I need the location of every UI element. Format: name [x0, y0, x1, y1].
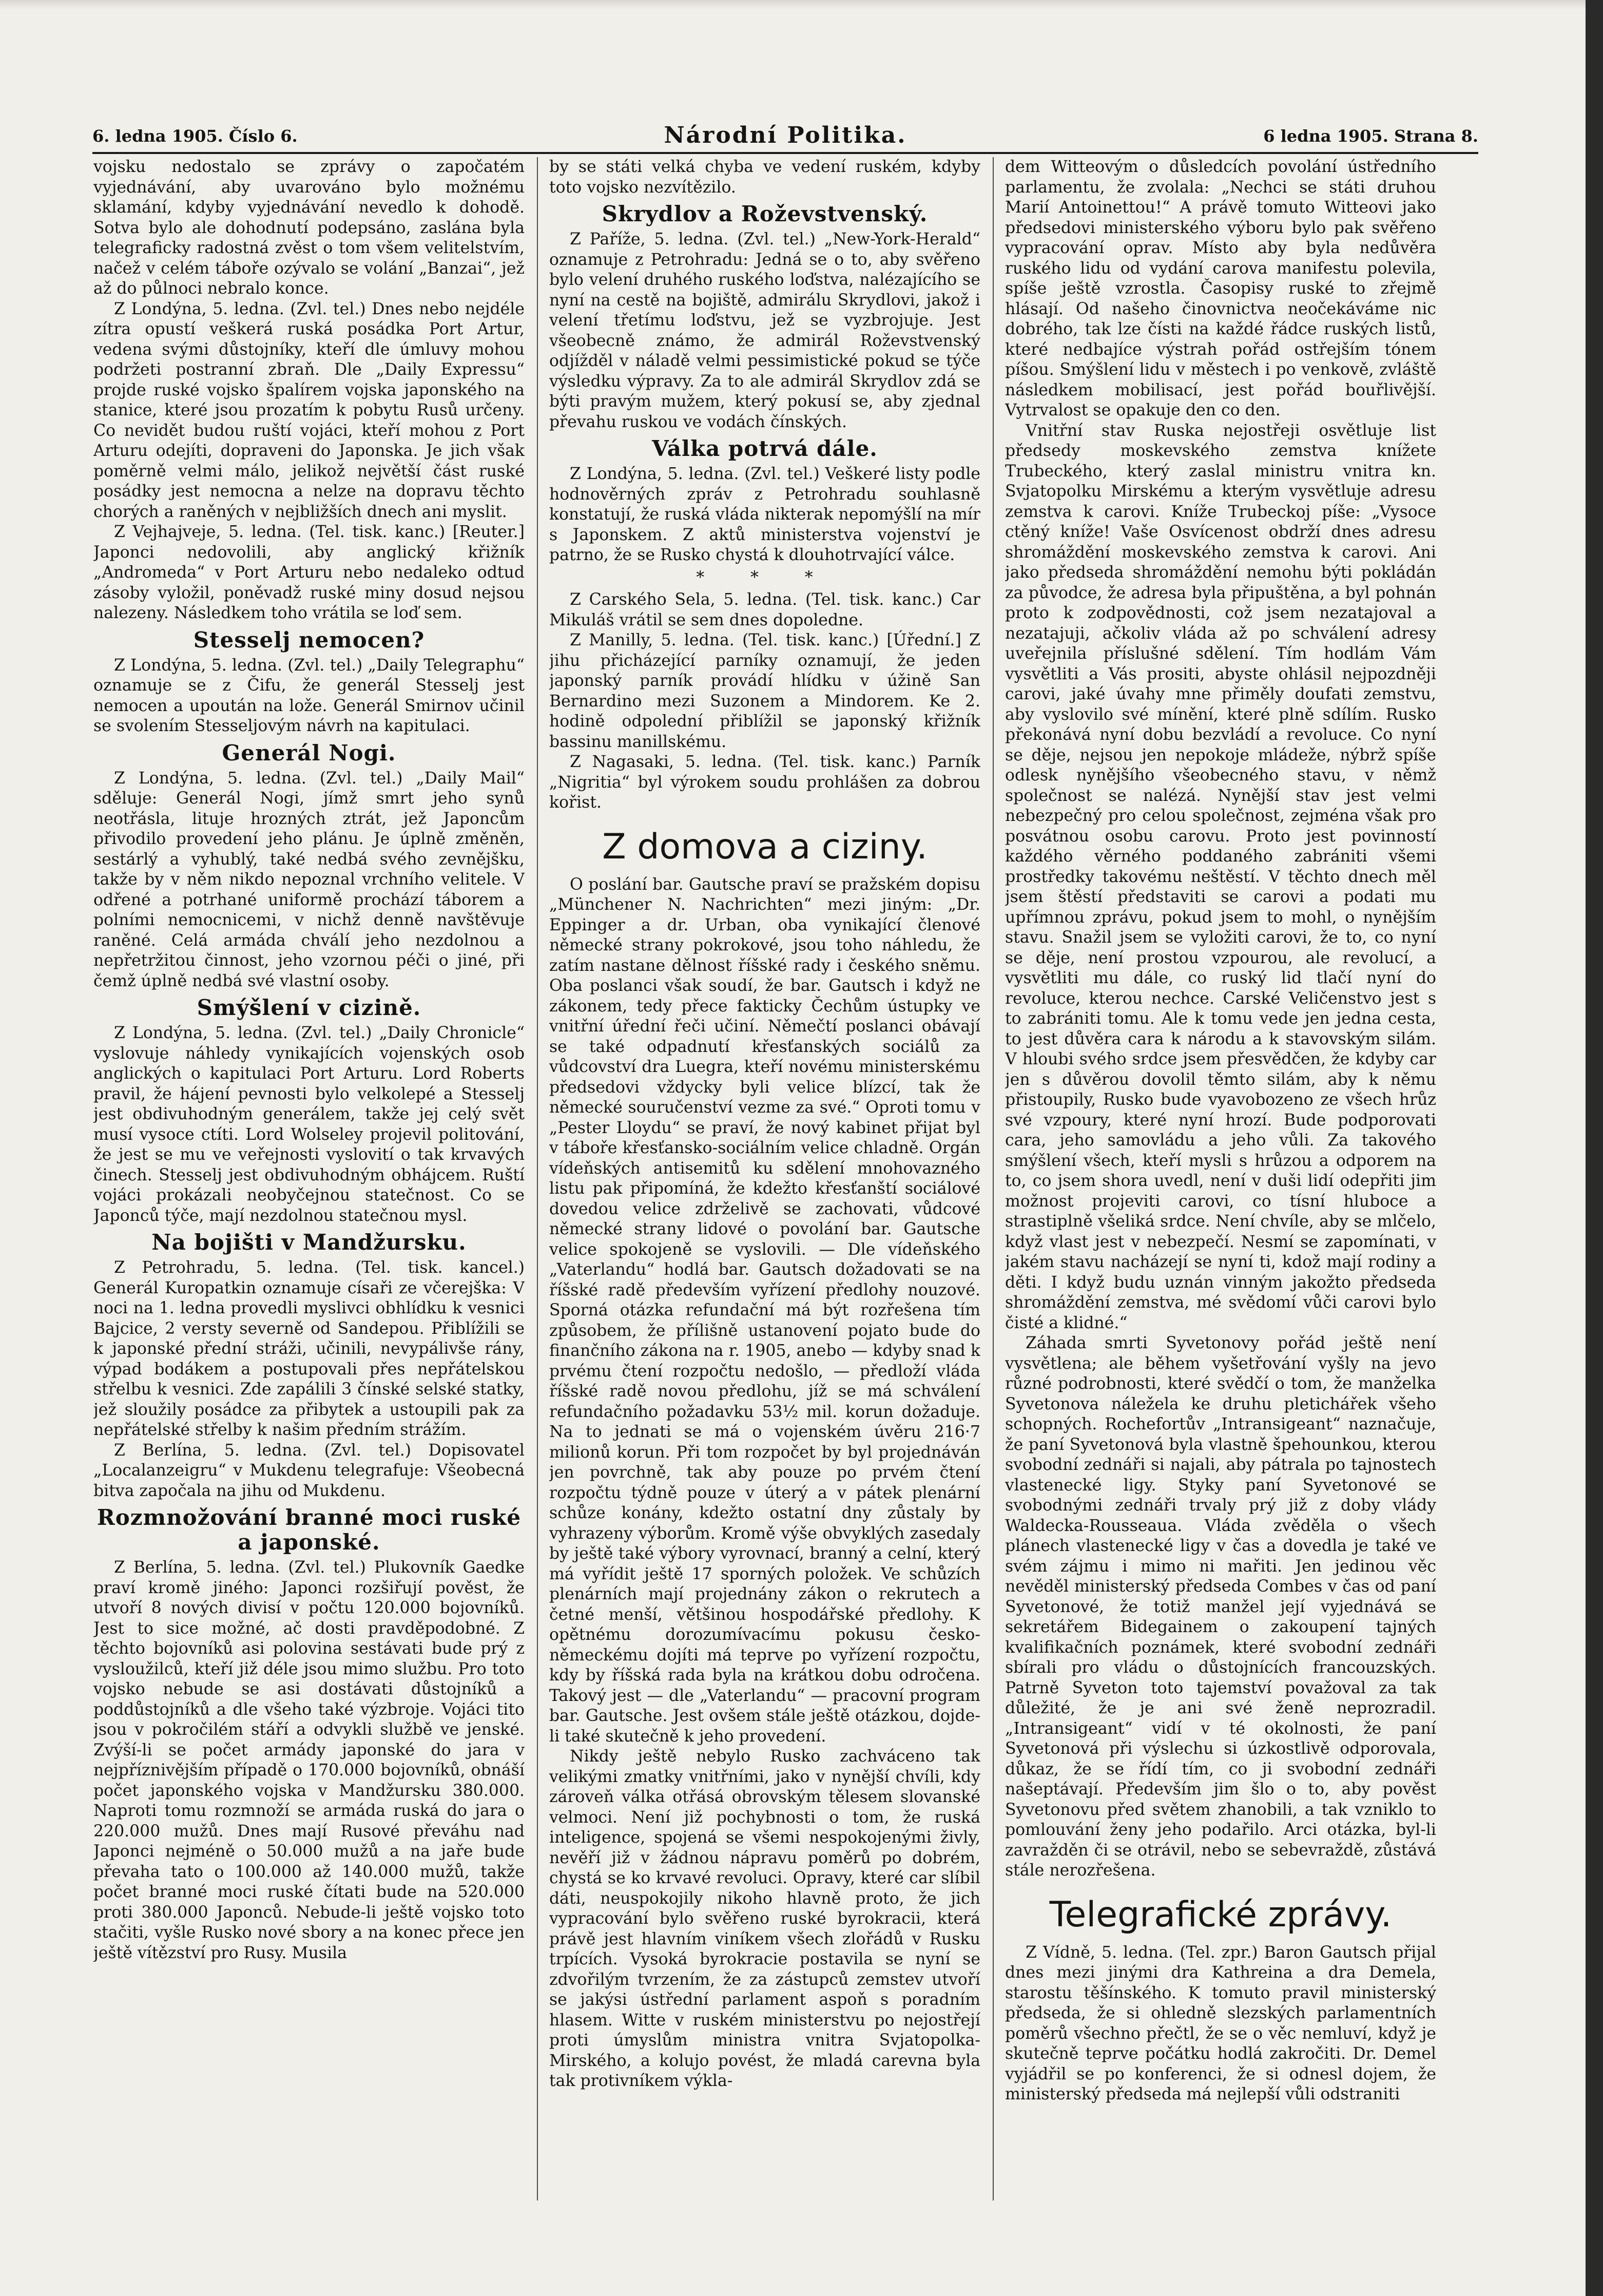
- article-paragraph: Z Paříže, 5. ledna. (Zvl. tel.) „New-York-Herald“ oznamuje z Petrohradu: Jedná se o to, aby svěřeno bylo velení druhého ruského loďstva, nalézajícího se nyní na cestě na bojiště, admirálu Skrydlovi, jakož i velení třetímu loďstvu, jež se vyzbrojuje. Jest všeobecně známo, že admirál Roževstvenský odjížděl v náladě velmi pessimistické pokud se týče výsledku výpravy. Za to ale admirál Skrydlov zdá se býti pravým mužem, který pokusí se, aby zjednal převahu ruskou ve vodách čínských.: [549, 230, 980, 431]
- scan-edge-right: [1586, 0, 1603, 2296]
- article-headline: Na bojišti v Mandžursku.: [151, 1230, 467, 1255]
- article-paragraph: Z Londýna, 5. ledna. (Zvl. tel.) „Daily Chronicle“ vyslovuje náhledy vynikajících vojenských osob anglických o kapitulaci Port Arturu. Lord Roberts pravil, že hájení pevnosti bylo velkolepé a Stesselj jest obdivuhodným generálem, takže jej celý svět musí vysoce ctíti. Lord Wolseley projevil politování, že jest se mu ve veřejnosti vyslovití o tak krvavých činech. Stesselj jest obdivuhodným obhájcem. Ruští vojáci prokázali neobyčejnou statečnost. Co se Japonců týče, mají nezdolnou statečnou mysl.: [93, 1024, 525, 1225]
- page-header: [92, 122, 1478, 154]
- section-heading: Telegrafické zprávy.: [1049, 1894, 1392, 1935]
- column-rule: [993, 157, 994, 2201]
- column-right: [1005, 157, 1436, 2201]
- column-middle: [549, 157, 980, 2201]
- article-paragraph: Z Londýna, 5. ledna. (Zvl. tel.) „Daily Telegraphu“ oznamuje se z Čifu, že generál Stesselj jest nemocen a upoután na lože. Generál Smirnov učinil se svolením Stesseljovým návrh na kapitulaci.: [93, 656, 525, 735]
- article-paragraph: Záhada smrti Syvetonovy pořád ještě není vysvětlena; ale během vyšetřování vyšly na jevo různé podrobnosti, které svědčí o tom, že manželka Syvetonova náležela ke druhu pletichářek všeho schopných. Rochefortův „Intransigeant“ naznačuje, že paní Syvetonová byla vlastně špehounkou, kterou svobodní zednáři si najali, aby pátrala po tajnostech vlastenecké ligy. Styky paní Syvetonové se svobodnými zednáři trvaly prý již z doby vlády Waldecka-Rousseaua. Vláda zvěděla o všech plánech vlastenecké ligy v čas a dovedla je také ve svém zájmu i mimo ni mařiti. Jen jedinou věc nevěděl ministerský předseda Combes v čas od paní Syvetonové, že totiž manžel její vyjednává se sekretářem Bidegainem o zakoupení tajných kvalifikačních poznámek, které svobodní zednáři sbírali pro vládu o důstojnících francouzských. Patrně Syveton toto tajemství považoval za tak důležité, že je ani své ženě neprozradil. „Intransigeant“ vidí v té okolnosti, že paní Syvetonová při výslechu si úzkostlivě odporovala, důkaz, že se řídí tím, co ji svobodní zednáři našeptávají. Především jim šlo o to, aby pověst Syvetonovu před světem zhanobili, a tak vzniklo to pomlouvání ženy jeho podařilo. Arci otázka, byl-li zavražděn či se otrávil, nebo se sebevraždě, zůstává stále nerozřešena.: [1005, 1334, 1436, 1880]
- article-paragraph: Vnitřní stav Ruska nejostřeji osvětluje list předsedy moskevského zemstva knížete Trubeckého, který zaslal ministru vnitra kn. Svjatopolku Mirskému a kterým vysvětluje adresu zemstva k carovi. Kníže Trubeckoj píše: „Vysoce ctěný kníže! Vaše Osvícenost obdrží dnes adresu shromáždění moskevského zemstva k carovi. Ani jako předseda shromáždění nemohu býti pokládán za původce, že adresa byla připuštěna, a byl pohnán proto k zodpovědnosti, což jsem nezatajoval a nezatajuji, ačkoliv vláda až po schválení adresy uveřejnila příslušné sdělení. Tím hodlám Vám vysvětliti a Vás prositi, abyste ohlásil nejpozdněji carovi, jaké úvahy mne přiměly doufati zemstvu, aby vyslovilo své mínění, které plně sdílím. Rusko překonává nyní dobu bezvládí a revoluce. Co nyní se děje, nejsou jen nepokoje mládeže, nýbrž spíše odlesk nynějšího všeobecného stavu, v němž společnost se nalézá. Nynější stav jest velmi nebezpečný pro celou společnost, zejména však pro posvátnou osobu carovu. Proto jest povinností každého věrného poddaného zabrániti všemi prostředky takovému neštěstí. V těchto dnech měl jsem štěstí představiti se carovi a podati mu upřímnou zprávu, pokud jsem to mohl, o nynějším stavu. Snažil jsem se vyložiti carovi, že to, co nyní se děje, není prostou vzpourou, ale revolucí, a vysvětliti mu dále, co ruský lid tlačí nyní do revoluce, kterou nechce. Carské Veličenstvo jest s to zabrániti tomu. Ale k tomu vede jen jedna cesta, to jest důvěra cara k národu a k stavovským silám. V hloubi svého srdce jsem přesvědčen, že kdyby car jen s důvěrou dovolil těmto silám, aby k němu přistoupily, Rusko bude vyavobozeno ze všech hrůz své vzpoury, které nyní hrozí. Bude podporovati cara, jeho samovládu a jeho vůli. Za takového smýšlení všech, kteří mysli s hrůzou a odporem na to, co jsem shora uvedl, není v duši lidí odepřiti jim možnost projeviti carovi, co tísní hluboce a strastiplně všeliká srdce. Není chvíle, aby se mlčelo, když vlast jest v nebezpečí. Nesmí se zapomínati, v jakém stavu nacházejí se nyní ti, kdož mají rodiny a děti. I když budu uznán vinným jakožto předseda shromáždění zemstva, mé svědomí vůči carovi bylo čisté a klidné.“: [1005, 421, 1436, 1332]
- section-heading: Z domova a ciziny.: [602, 826, 928, 867]
- article-paragraph: Z Carského Sela, 5. ledna. (Tel. tisk. kanc.) Car Mikuláš vrátil se sem dnes dopoledne.: [549, 590, 980, 629]
- article-paragraph: Z Vídně, 5. ledna. (Tel. zpr.) Baron Gautsch přijal dnes mezi jinými dra Kathreina a dra Demela, starostu těšínského. K tomuto pravil ministerský předseda, že si ohledně slezských parlamentních poměrů všechno přečtl, že se o věc nemluví, když je skutečně teprve počátku hodlá zakročiti. Dr. Demel vyjádřil se po konferenci, že si odnesl dojem, že ministerský předseda má nejlepší vůli odstraniti: [1005, 1943, 1436, 2103]
- article-headline: Smýšlení v cizině.: [197, 995, 421, 1020]
- article-paragraph: Z Manilly, 5. ledna. (Tel. tisk. kanc.) [Úřední.] Z jihu přicházející parníky oznamují, že jeden japonský parník provádí hlídku v úžině San Bernardino mezi Suzonem a Mindorem. Ke 2. hodině odpolední přiblížil se japonský křižník bassinu manillskému.: [549, 631, 980, 751]
- article-paragraph: Z Londýna, 5. ledna. (Zvl. tel.) „Daily Mail“ sděluje: Generál Nogi, jímž smrt jeho synů neotřásla, lituje hrozných ztrát, jež Japoncům přivodilo provedení jeho plánu. Je úplně změněn, sestárlý a vyhublý, také nedbá svého zevnějšku, takže by v něm nikdo nepoznal vrchního velitele. V odřené a potrhané uniformě prochází táborem a polními nemocnicemi, v nichž denně navštěvuje raněné. Celá armáda chválí jeho nezdolnou a nepřetržitou činnost, jeho vzornou péči o jiné, při čemž úplně nedbá své vlastní osoby.: [93, 769, 525, 990]
- article-paragraph: vojsku nedostalo se zprávy o započatém vyjednávání, aby uvarováno bylo možnému sklamání, kdyby vyjednávání nevedlo k dohodě. Sotva bylo ale dohodnutí podepsáno, zaslána byla telegraficky radostná zvěst o tom všem velitelstvím, načež v celém táboře ozývalo se volání „Banzai“, jež až do půlnoci nebralo konce.: [93, 158, 525, 298]
- article-paragraph: Z Berlína, 5. ledna. (Zvl. tel.) Dopisovatel „Localanzeigru“ v Mukdenu telegrafuje: Všeobecná bitva započala na jihu od Mukdenu.: [93, 1441, 525, 1500]
- article-paragraph: Z Londýna, 5. ledna. (Zvl. tel.) Dnes nebo nejdéle zítra opustí veškerá ruská posádka Port Artur, vedena svými důstojníky, kteří dle úmluvy mohou podržeti postranní zbraň. Dle „Daily Expressu“ projde ruské vojsko špalírem vojska japonského na stanice, které jsou prozatím k pobytu Rusů určeny. Co nevidět budou ruští vojáci, kteří mohou z Port Arturu odejíti, dopraveni do Japonska. Je jich však poměrně velmi málo, jelikož největší část ruské posádky jest nemocna a nelze na dopravu těchto chorých a raněných v nejbližších dnech ani myslit.: [93, 299, 525, 521]
- article-paragraph: by se státi velká chyba ve vedení ruském, kdyby toto vojsko nezvítězilo.: [549, 158, 980, 197]
- header-date-issue: 6. ledna 1905. Číslo 6.: [92, 126, 298, 146]
- article-headline: Skrydlov a Roževstvenský.: [602, 201, 928, 226]
- article-paragraph: Z Nagasaki, 5. ledna. (Tel. tisk. kanc.) Parník „Nigritia“ byl výrokem soudu prohlášen za dobrou kořist.: [549, 753, 980, 812]
- article-paragraph: dem Witteovým o důsledcích povolání ústředního parlamentu, že zvolala: „Nechci se státi druhou Marií Antoinettou!“ A právě tomuto Witteovi jako předsedovi ministerského výboru bylo pak svěřeno vypracování oprav. Místo aby byla nedůvěra ruského lidu od vydání carova manifestu polevila, spíše ještě vzrostla. Časopisy ruské to zřejmě hlásají. Od našeho činovnictva neočekáváme nic dobrého, tak lze čísti na každé řádce ruských listů, které nedbajíce výstrah pořád ostřejším tónem píšou. Smýšlení lidu v městech i po venkově, zvláště následkem mobilisací, jest pořád bouřlivější. Vytrvalost se opakuje den co den.: [1005, 158, 1436, 419]
- article-paragraph: Z Vejhajveje, 5. ledna. (Tel. tisk. kanc.) [Reuter.] Japonci nedovolili, aby anglický křižník „Andromeda“ v Port Arturu nebo nedaleko odtud zásoby vyložil, poněvadž ruské miny dosud nejsou nalezeny. Následkem toho vrátila se loď sem.: [93, 523, 525, 622]
- article-headline: Rozmnožování branné moci ruské a japonské.: [96, 1505, 522, 1555]
- header-date-page: 6 ledna 1905. Strana 8.: [1263, 126, 1478, 146]
- article-paragraph: Nikdy ještě nebylo Rusko zachváceno tak velikými zmatky vnitřními, jako v nynější chvíli, kdy zároveň válka otřásá obrovským tělesem slovanské velmoci. Není již pochybnosti o tom, že ruská inteligence, spojená se všemi nespokojenými živly, nevěří již v žádnou nápravu poměrů po dobrém, chystá se ko krvavé revoluci. Opravy, které car slíbil dáti, neuspokojily nikoho hlavně proto, že jich vypracování bylo svěřeno ruské byrokracii, která právě jest hlavním viníkem všech zlořádů v Rusku trpících. Vysoká byrokracie postavila se nyní se zdvořilým tvrzením, že za zástupců zemstev utvoří se jakýsi ústřední parlament aspoň s poradním hlasem. Witte v ruském ministerstvu po nejostřejí proti úmyslům ministra vnitra Svjatopolka-Mirského, a kolujo povést, že mladá carevna byla tak protivníkem výkla-: [549, 1747, 980, 2090]
- article-paragraph: Z Londýna, 5. ledna. (Zvl. tel.) Veškeré listy podle hodnověrných zpráv z Petrohradu souhlasně konstatují, že ruská vláda nikterak nepomýšlí na mír s Japonskem. Z aktů ministerstva vojenství je patrno, že se Rusko chystá k dlouhotrvající válce.: [549, 465, 980, 564]
- column-left: [93, 157, 525, 2201]
- article-headline: Generál Nogi.: [222, 740, 396, 766]
- article-headline: Válka potrvá dále.: [652, 436, 878, 461]
- article-paragraph: Z Petrohradu, 5. ledna. (Tel. tisk. kancel.) Generál Kuropatkin oznamuje císaři ze včerejška: V noci na 1. ledna provedli myslivci obhlídku k vesnici Bajcice, 2 versty severně od Sandepou. Přiblížili se k japonské přední stráži, učinili, nevypálivše rány, výpad bodákem a postupovali přes nepřátelskou střelbu k vesnici. Zde zapálili 3 čínské selské statky, jež sloužily posádce za přibytek a ustoupili pak za nepřátelské střelby k našim předním strážím.: [93, 1258, 525, 1439]
- scan-edge-top: [0, 0, 1603, 9]
- separator-stars: * * *: [696, 568, 834, 587]
- article-headline: Stesselj nemocen?: [193, 627, 425, 653]
- column-rule: [537, 157, 538, 2201]
- article-paragraph: Z Berlína, 5. ledna. (Zvl. tel.) Plukovník Gaedke praví kromě jiného: Japonci rozšiřují pověst, že utvoří 8 nových divisí v počtu 120.000 bojovníků. Jest to sice možné, ač dosti pravděpodobné. Z těchto bojovníků asi polovina sestávati bude prý z vysloužilců, kteří již déle jsou mimo službu. Pro toto vojsko nebude se asi dostávati důstojníků a poddůstojníků a dle všeho také výzbroje. Vojáci tito jsou v pokročilém stáří a odvykli službě ve jenské. Zvýší-li se počet armády japonské do jara v nejpříznivějším případě o 170.000 bojovníků, obnáší počet japonského vojska v Mandžursku 380.000. Naproti tomu rozmnoží se armáda ruská do jara o 220.000 mužů. Dnes mají Rusové převáhu nad Japonci nejméně o 50.000 mužů a na jaře bude převaha tato o 100.000 až 140.000 mužů, takže počet branné moci ruské čítati bude na 520.000 proti 380.000 Japonců. Nebude-li ještě vojsko toto stačiti, vyšle Rusko nové sbory a na konec přece jen ještě vítězství pro Rusy. Musila: [93, 1558, 525, 1962]
- masthead-title: Národní Politika.: [664, 122, 907, 148]
- article-paragraph: O poslání bar. Gautsche praví se pražském dopisu „Münchener N. Nachrichten“ mezi jiným: „Dr. Eppinger a dr. Urban, oba vynikající členové německé strany pokrokové, jsou toho náhledu, že zatím nastane dělnost říšské rady i českého sněmu. Oba poslanci však soudí, že bar. Gautsch i když ne zákonem, tedy přece fakticky Čechům ústupky ve vnitřní úřední řeči učiní. Němečtí poslanci obávají se také odpadnutí křesťanských sociálů za vůdcovství dra Luegra, kteří novému ministerskému předsedovi vždycky byli velice blízcí, tak že německé souručenství vezme za své.“ Oproti tomu v „Pester Lloydu“ se praví, že nový kabinet přijat byl v táboře křesťansko-sociálním velice chladně. Orgán vídeňských antisemitů ku sdělení mnohovazného listu pak připomíná, že kdežto křesťanští sociálové dovedou velice zdrželivě se zachovati, vůdcové německé strany lidové o povolání bar. Gautsche velice spokojeně se vyslovili. — Dle vídeňského „Vaterlandu“ hodlá bar. Gautsch dožadovati se na říšské radě především vyřízení předlohy nouzové. Sporná otázka refundační má být rozřešena tím způsobem, že přílišně ustanovení pojato bude do finančního zákona na r. 1905, anebo — kdyby snad k prvému čtení rozpočtu nedošlo, — předloží vláda říšské radě novou předlohu, jíž se má schválení refundačního požadavku 53½ mil. korun dožaduje. Na to jednati se má o vojenském úvěru 216·7 milionů korun. Při tom rozpočet by byl projednáván jen povrchně, tak aby pouze po prvém čtení rozpočtu týdně pouze v úterý a v pátek plenární schůze konány, kdežto ostatní dny zůstaly by vyhrazeny výborům. Kromě výše obvyklých zasedaly by ještě také výbory vyrovnací, branný a celní, který má vyřídit ještě 17 sporných položek. Ve schůzích plenárních mají projednány zákon o rekrutech a četné menší, většinou hospodářské předlohy. K opětnému dorozumívacímu pokusu česko-německému dojíti má teprve po vyřízení rozpočtu, kdy by říšská rada byla na krátkou dobu odročena. Takový jest — dle „Vaterlandu“ — pracovní program bar. Gautsche. Jest ovšem stále ještě otázkou, dojde-li také skutečně k jeho provedení.: [549, 875, 980, 1746]
